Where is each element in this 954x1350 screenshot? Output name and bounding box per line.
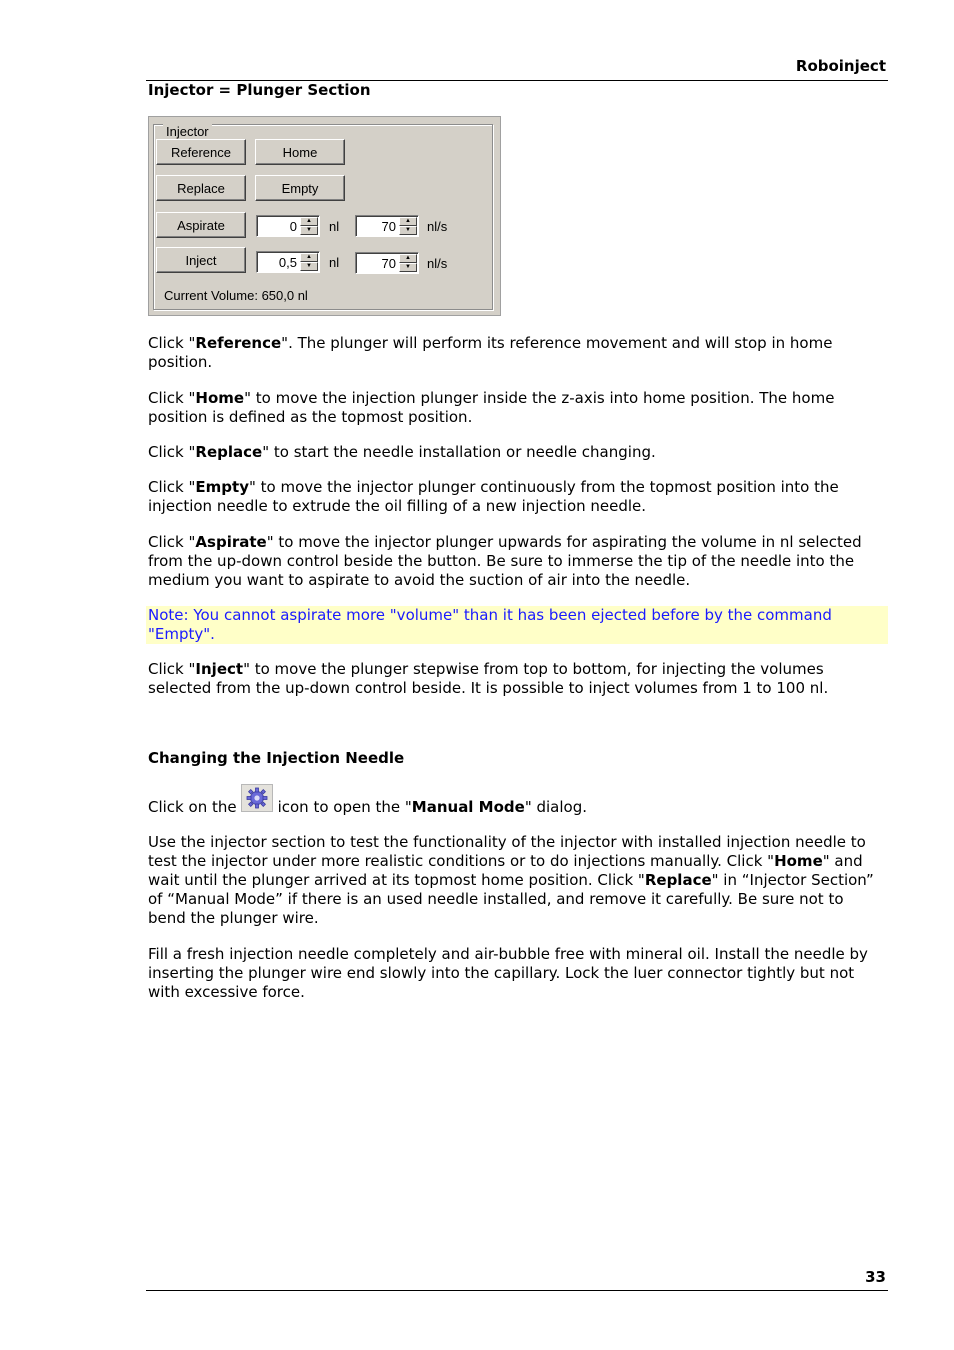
injector-panel (148, 116, 501, 316)
spin-down-icon[interactable]: ▼ (300, 262, 318, 271)
spin-up-icon[interactable]: ▲ (399, 217, 417, 226)
paragraph-replace: Click "Replace" to start the needle installation or needle changing. (148, 443, 656, 461)
header-title: Roboinject (795, 57, 886, 75)
paragraph-inject: Click "Inject" to move the plunger stepwise from top to bottom, for injecting the volumes selected from the up-down control beside. It is possible to inject volumes from 1 to 100 nl. (148, 660, 829, 697)
aspirate-speed-value: 70 (381, 219, 396, 234)
spin-down-icon[interactable]: ▼ (399, 226, 417, 235)
aspirate-button[interactable]: Aspirate (156, 212, 246, 238)
spin-up-icon[interactable]: ▲ (399, 254, 417, 263)
inject-speed-stepper[interactable] (355, 252, 419, 274)
aspirate-speed-stepper[interactable] (355, 215, 419, 237)
paragraph-aspirate: Click "Aspirate" to move the injector plunger upwards for aspirating the volume in nl selected from the up-down control beside the button. Be sure to immerse the tip of the needle into the medium you want to aspirate to avoid the suction of air into the needle. (148, 533, 862, 589)
replace-button[interactable]: Replace (156, 175, 246, 201)
spin-up-icon[interactable]: ▲ (300, 253, 318, 262)
inject-speed-unit: nl/s (427, 256, 448, 271)
aspirate-volume-stepper[interactable] (256, 215, 320, 237)
footer-rule (146, 1290, 888, 1291)
paragraph-manual-mode: Click on the icon to open the "Manual Mode" dialog. (148, 798, 588, 816)
paragraph-reference: Click "Reference". The plunger will perform its reference movement and will stop in home position. (148, 334, 833, 371)
page-number: 33 (865, 1268, 886, 1286)
current-volume-label: Current Volume: (164, 288, 258, 303)
aspirate-volume-value: 0 (289, 219, 297, 234)
aspirate-volume-unit: nl (329, 219, 340, 234)
spin-down-icon[interactable]: ▼ (399, 263, 417, 272)
paragraph-empty: Click "Empty" to move the injector plunger continuously from the topmost position into the injection needle to extrude the oil filling of a new injection needle. (148, 478, 839, 515)
aspirate-speed-unit: nl/s (427, 219, 448, 234)
note-box: Note: You cannot aspirate more "volume" than it has been ejected before by the command "Empty". (146, 606, 888, 644)
inject-volume-stepper[interactable] (256, 251, 320, 273)
reference-button[interactable]: Reference (156, 139, 246, 165)
current-volume (164, 288, 308, 303)
section-title: Injector = Plunger Section (148, 81, 371, 99)
spin-down-icon[interactable]: ▼ (300, 226, 318, 235)
inject-speed-value: 70 (381, 256, 396, 271)
injector-group-label: Injector (163, 124, 212, 139)
paragraph-home: Click "Home" to move the injection plunger inside the z-axis into home position. The home position is defined as the topmost position. (148, 389, 835, 426)
inject-volume-value: 0,5 (278, 255, 297, 270)
inject-button[interactable]: Inject (156, 247, 246, 273)
needle-section-title: Changing the Injection Needle (148, 749, 405, 767)
home-button[interactable]: Home (255, 139, 345, 165)
inject-volume-unit: nl (329, 255, 340, 270)
empty-button[interactable]: Empty (255, 175, 345, 201)
paragraph-fresh-needle: Fill a fresh injection needle completely and air-bubble free with mineral oil. Install the needle by inserting the plunger wire end slowly into the capillary. Lock the luer connector tightly but not with excessive force. (148, 945, 868, 1001)
paragraph-injector-test: Use the injector section to test the functionality of the injector with installed injection needle to test the injector under more realistic conditions or to do injections manually. Click "Home" and wait until the plunger arrived at its topmost home position. Click "Replace" in “Injector Section” of “Manual Mode” if there is an used needle installed, and remove it carefully. Be sure not to bend the plunger wire. (148, 833, 874, 927)
gear-icon[interactable] (241, 784, 273, 812)
current-volume-value: 650,0 nl (261, 288, 308, 303)
spin-up-icon[interactable]: ▲ (300, 217, 318, 226)
